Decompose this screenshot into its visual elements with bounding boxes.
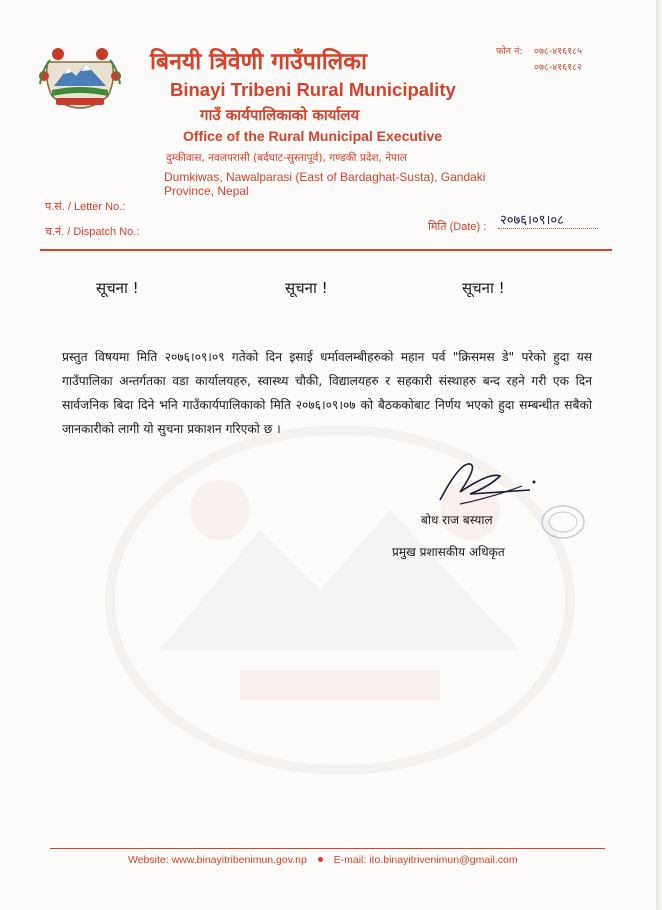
address-english: Dumkiwas, Nawalparasi (East of Bardaghat-Susta), Gandaki Province, Nepal (164, 170, 486, 198)
header-divider (40, 249, 612, 251)
office-name-english: Office of the Rural Municipal Executive (183, 128, 443, 144)
signature-icon (430, 452, 540, 512)
footer-divider (50, 848, 605, 849)
signatory-name: बोध राज बस्याल (421, 513, 493, 527)
phone-label: फोन नं: (496, 46, 523, 57)
paper-edge-shadow (656, 0, 662, 910)
footer-email: E-mail: ito.binayitrivenimun@gmail.com (333, 854, 518, 866)
phone-number-2: ०७८-४१६१८२ (534, 62, 582, 73)
bullet-icon (318, 857, 323, 862)
footer-website: Website: www.binayitribenimun.gov.np (128, 854, 307, 866)
nepal-emblem-icon (36, 40, 124, 112)
notice-heading-center: सूचना ! (285, 279, 328, 297)
footer-contact (128, 854, 568, 866)
notice-body: प्रस्तुत विषयमा मिति २०७६।०९।०९ गतेको दिन इसाई धर्मावलम्बीहरुको महान पर्व "क्रिसमस डे" परेको हुदा यस गाउँपालिका अन्तर्गतका वडा कार्यालयहरु, स्वास्थ्य चौकी, विद्यालयहरु र सहकारी संस्थाहरु बन्द रहने गरी एक दिन सार्वजनिक बिदा दिने भनि गाउँकार्यपालिकाको मिति २०७६।०९।०७ को बैठककोबाट निर्णय भएको हुदा सम्बन्धीत सबैको जानकारीको लागी यो सुचना प्रकाशन गरिएको छ । (62, 350, 592, 436)
date-label: मिति (Date) : (428, 221, 487, 233)
phone-number-1: ०७८-४१६१८५ (534, 46, 582, 57)
office-name-nepali: गाउँ कार्यपालिकाको कार्यालय (200, 106, 360, 124)
address-nepali: दुम्कीवास, नवलपरासी (बर्दघाट-सुस्तापूर्व), गण्डकी प्रदेश, नेपाल (166, 152, 407, 164)
municipality-name-nepali: बिनयी त्रिवेणी गाउँपालिका (150, 48, 367, 75)
office-stamp-icon (540, 503, 586, 541)
notice-heading-right: सूचना ! (462, 279, 505, 297)
municipality-name-english: Binayi Tribeni Rural Municipality (170, 79, 456, 100)
notice-heading-left: सूचना ! (96, 279, 139, 297)
phone-block (496, 44, 606, 76)
dispatch-number-field: च.नं. / Dispatch No.: (45, 226, 140, 238)
letter-number-field: प.सं. / Letter No.: (45, 201, 126, 213)
signatory-title: प्रमुख प्रशासकीय अधिकृत (392, 545, 505, 559)
date-value: २०७६।०९।०८ (498, 213, 598, 229)
